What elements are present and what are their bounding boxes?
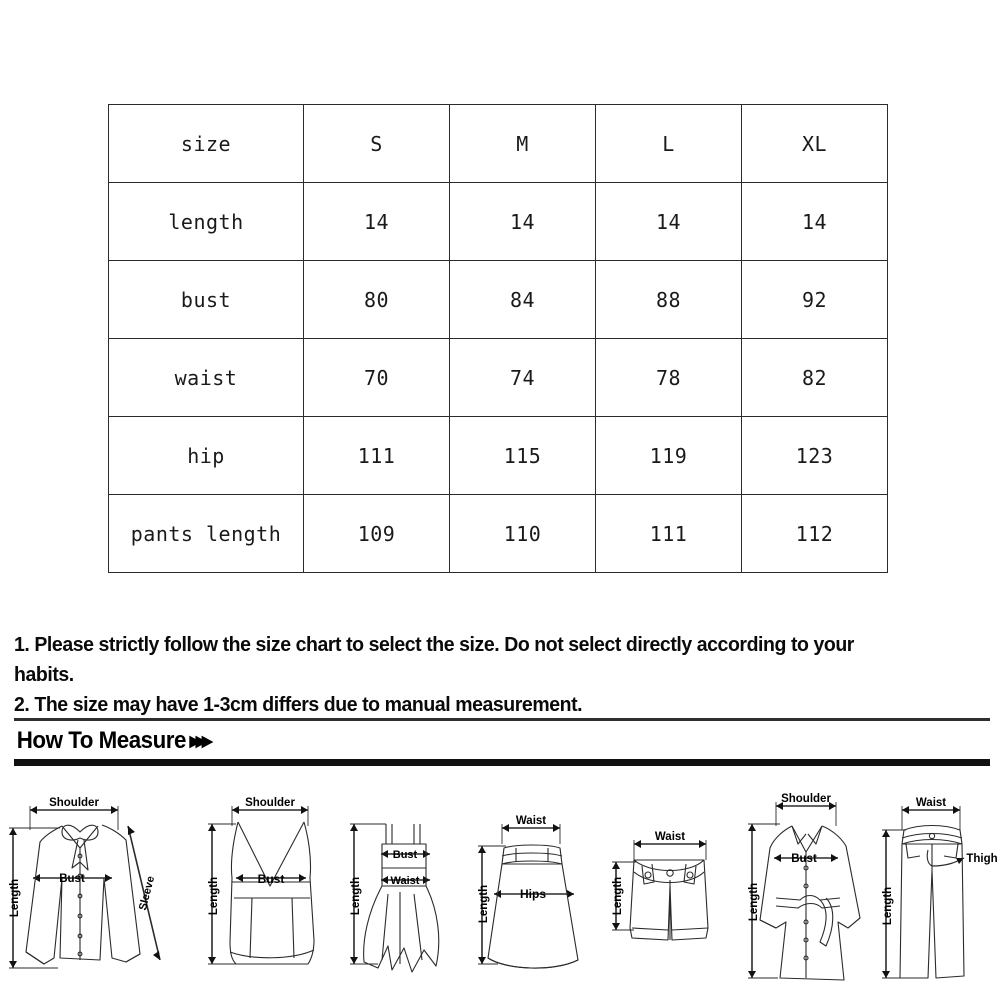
figure-label-waist: Waist bbox=[915, 797, 947, 809]
table-cell-value: 78 bbox=[596, 339, 742, 417]
figure-shorts bbox=[602, 782, 734, 1000]
note-line-1-continued: habits. bbox=[14, 663, 74, 686]
table-cell-value: 119 bbox=[596, 417, 742, 495]
divider-bottom bbox=[14, 759, 990, 766]
size-notes bbox=[14, 630, 989, 720]
table-cell-value: 14 bbox=[596, 183, 742, 261]
table-cell-value: 112 bbox=[742, 495, 888, 573]
figure-label-length: Length bbox=[612, 876, 624, 916]
table-cell-value: 92 bbox=[742, 261, 888, 339]
how-to-measure-section bbox=[0, 718, 1000, 766]
figure-v-neck-camisole bbox=[196, 782, 338, 1000]
figure-label-length: Length bbox=[748, 882, 760, 922]
figure-strap-dress bbox=[338, 782, 462, 1000]
figure-blouse-with-bow bbox=[0, 782, 196, 1000]
table-cell-value: L bbox=[596, 105, 742, 183]
table-cell-value: 14 bbox=[450, 183, 596, 261]
figure-label-sleeve: Sleeve bbox=[137, 874, 158, 912]
table-row bbox=[109, 183, 888, 261]
table-row bbox=[109, 495, 888, 573]
table-cell-value: XL bbox=[742, 105, 888, 183]
size-chart-table bbox=[108, 104, 888, 573]
table-cell-row-label: hip bbox=[109, 417, 304, 495]
table-cell-row-label: length bbox=[109, 183, 304, 261]
table-cell-row-label: waist bbox=[109, 339, 304, 417]
figure-a-line-skirt bbox=[462, 782, 602, 1000]
figure-label-shoulder: Shoulder bbox=[49, 797, 99, 809]
table-cell-row-label: pants length bbox=[109, 495, 304, 573]
note-line-1: 1. Please strictly follow the size chart to select the size. Do not select directly according to your bbox=[14, 633, 854, 656]
table-row bbox=[109, 261, 888, 339]
measurement-figures-row bbox=[0, 782, 1000, 1000]
figure-label-waist: Waist bbox=[515, 815, 547, 827]
figure-label-waist: Waist bbox=[390, 875, 420, 887]
table-cell-value: 123 bbox=[742, 417, 888, 495]
figure-label-waist: Waist bbox=[654, 831, 686, 843]
table-cell-value: S bbox=[304, 105, 450, 183]
figure-pants bbox=[874, 782, 1000, 1000]
figure-label-length: Length bbox=[208, 876, 220, 916]
table-row bbox=[109, 417, 888, 495]
table-cell-value: 74 bbox=[450, 339, 596, 417]
how-to-measure-title-text: How To Measure bbox=[16, 727, 186, 754]
table-cell-value: 14 bbox=[742, 183, 888, 261]
figure-label-length: Length bbox=[350, 876, 362, 916]
table-cell-value: 109 bbox=[304, 495, 450, 573]
table-cell-value: 14 bbox=[304, 183, 450, 261]
table-cell-value: 115 bbox=[450, 417, 596, 495]
figure-trench-coat bbox=[734, 782, 874, 1000]
figure-label-bust: Bust bbox=[791, 853, 817, 865]
figure-label-bust: Bust bbox=[257, 872, 285, 886]
table-cell-value: 70 bbox=[304, 339, 450, 417]
figure-label-shoulder: Shoulder bbox=[781, 793, 831, 805]
chevron-right-icon: ▸▸▸ bbox=[189, 727, 208, 753]
table-row bbox=[109, 105, 888, 183]
table-cell-value: 111 bbox=[304, 417, 450, 495]
figure-label-length: Length bbox=[478, 884, 490, 924]
figure-label-thigh: Thigh bbox=[966, 853, 998, 865]
figure-label-bust: Bust bbox=[392, 849, 418, 861]
table-cell-value: M bbox=[450, 105, 596, 183]
figure-label-hips: Hips bbox=[519, 887, 547, 901]
how-to-measure-title bbox=[0, 721, 930, 757]
note-line-2: 2. The size may have 1-3cm differs due to manual measurement. bbox=[14, 693, 583, 716]
table-cell-value: 84 bbox=[450, 261, 596, 339]
figure-label-length: Length bbox=[9, 878, 21, 918]
table-cell-row-label: size bbox=[109, 105, 304, 183]
table-cell-value: 88 bbox=[596, 261, 742, 339]
table-cell-value: 80 bbox=[304, 261, 450, 339]
figure-label-length: Length bbox=[882, 886, 894, 926]
table-row bbox=[109, 339, 888, 417]
size-chart-table-container bbox=[108, 104, 888, 573]
figure-label-bust: Bust bbox=[59, 873, 85, 885]
table-cell-value: 110 bbox=[450, 495, 596, 573]
figure-label-shoulder: Shoulder bbox=[245, 797, 295, 809]
table-cell-value: 82 bbox=[742, 339, 888, 417]
table-cell-value: 111 bbox=[596, 495, 742, 573]
table-cell-row-label: bust bbox=[109, 261, 304, 339]
